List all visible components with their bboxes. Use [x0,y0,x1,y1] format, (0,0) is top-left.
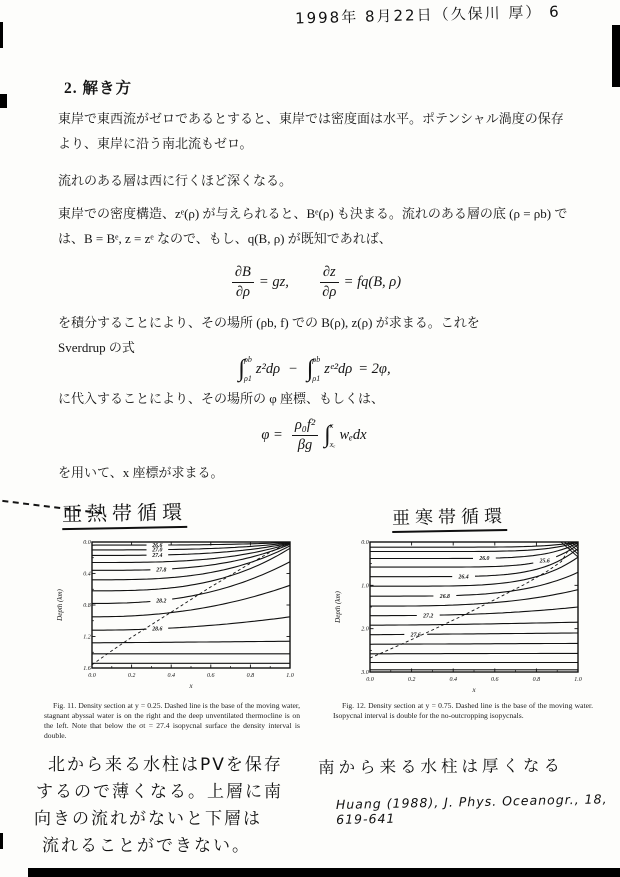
paragraph-5: に代入することにより、その場所の φ 座標、もしくは、 [58,391,385,406]
svg-text:26.4: 26.4 [458,574,469,581]
integrand: z²dρ [255,360,281,377]
svg-text:27.6: 27.6 [410,632,421,639]
lower-limit: ρ1 [243,374,252,383]
svg-text:27.0: 27.0 [152,547,163,554]
svg-text:0.8: 0.8 [83,603,91,609]
integrand: wₑdx [339,426,367,443]
svg-text:28.6: 28.6 [152,626,163,633]
fraction-numerator: ∂B [232,263,254,282]
svg-text:2.0: 2.0 [361,626,369,633]
svg-text:x: x [189,682,193,690]
svg-text:Depth (km): Depth (km) [334,591,342,623]
svg-text:0.0: 0.0 [366,677,374,683]
svg-text:x: x [472,686,476,694]
fraction-denominator: ∂ρ [322,283,337,300]
paragraph-2: 流れのある層は西に行くほど深くなる。 [58,173,293,188]
handwritten-note-line: 向きの流れがないと下層は [34,809,262,829]
integral-sign: ∫ [324,422,331,448]
fraction-rho0f2-betag [292,416,318,453]
svg-text:0.4: 0.4 [83,571,91,578]
svg-text:28.2: 28.2 [156,598,167,605]
minus-sign: − [288,360,298,377]
handwritten-note-line: するので薄くなる。上層に南 [36,782,283,802]
equation-rhs: = 2φ, [358,360,391,377]
section-title: 2. 解き方 [64,80,133,97]
svg-text:1.0: 1.0 [286,673,294,679]
handwritten-reference: Huang (1988), J. Phys. Oceanogr., 18, 619-641 [335,791,608,827]
handwritten-note-line: 北から来る水柱はPVを保存 [48,755,283,775]
scan-artifact-left-blob [0,94,7,108]
integrand: zᵉ²dρ [324,360,353,377]
fig12-caption: Fig. 12. Density section at y = 0.75. Dashed line is the base of the moving water. Isopycnal interval is double for the no-outcropping isopycnals. [333,701,593,721]
svg-text:1.2: 1.2 [83,634,91,641]
handwritten-note-left [36,752,283,860]
svg-text:0.2: 0.2 [407,677,416,683]
equation-term: = gz, [258,273,289,290]
fraction-numerator: ∂z [320,263,339,282]
svg-text:0.4: 0.4 [449,677,457,683]
gyre-label-subtropical: 亜熱帯循環 [62,496,188,530]
svg-text:27.2: 27.2 [423,613,434,620]
svg-text:1.0: 1.0 [361,583,369,590]
gyre-label-subpolar: 亜寒帯循環 [392,502,507,533]
integral-sign: ∫ [238,356,245,382]
equation-term: = fq(B, ρ) [343,273,402,290]
svg-text:0.0: 0.0 [361,540,369,546]
paragraph-6: を用いて、x 座標が求まる。 [58,465,224,480]
scan-artifact-left-dash [0,833,3,849]
svg-text:0.6: 0.6 [491,677,499,683]
fraction-denominator: ∂ρ [235,283,250,300]
upper-limit: ρb [312,355,321,364]
svg-text:0.8: 0.8 [532,677,541,683]
integral-limits [330,421,336,449]
svg-text:1.0: 1.0 [574,677,582,683]
equation-lhs: φ = [261,426,283,443]
svg-text:27.8: 27.8 [156,567,167,574]
svg-text:25.6: 25.6 [539,558,550,565]
equation-phi [58,412,570,458]
svg-text:26.8: 26.8 [439,593,450,600]
scan-artifact-left-strip [0,22,3,48]
svg-text:0.2: 0.2 [127,673,136,679]
paragraph-4-line1: を積分することにより、その場所 (ρb, f) での B(ρ), z(ρ) が求まる。これを [58,315,480,330]
svg-text:Depth (km): Depth (km) [56,589,64,621]
fraction-dz-drho [320,263,339,300]
fig11-caption: Fig. 11. Density section at y = 0.25. Dashed line is the base of the moving water, stagnant abyssal water is on the right and the deep unventilated thermocline is on the left. Note that below the σt = 27.4 isopycnal surface the density interval is double. [44,701,300,741]
paragraph-4-line2: Sverdrup の式 [58,340,135,355]
svg-text:1.6: 1.6 [83,666,91,672]
handwritten-note-line: 流れることができない。 [42,836,251,856]
equation-characteristics [58,260,570,304]
upper-limit: x [329,421,334,430]
handwritten-date-note: 1998年 8月22日（久保川 厚） 6 [294,2,561,28]
svg-text:0.0: 0.0 [88,673,96,679]
integral-2 [307,355,323,383]
svg-text:26.6: 26.6 [152,543,163,550]
integral-sign: ∫ [306,356,314,382]
lower-limit: xₑ [329,440,336,449]
integral-limits [244,355,252,383]
fraction-denominator: βg [297,436,313,453]
integral-limits [312,355,320,383]
svg-text:0.6: 0.6 [207,673,215,679]
scan-artifact-right-bar [612,25,620,87]
paragraph-1: 東岸で東西流がゼロであるとすると、東岸では密度面は水平。ポテンシャル渦度の保存より、東岸に沿う南北流もゼロ。 [58,111,564,152]
fraction-dB-drho [232,263,254,300]
svg-text:0.8: 0.8 [246,673,255,679]
lower-limit: ρ1 [312,374,321,383]
equation-sverdrup [58,352,570,386]
fig12-density-section-plot [330,536,590,704]
svg-text:0.4: 0.4 [167,673,175,679]
fraction-numerator: ρ₀f² [292,416,318,435]
upper-limit: ρb [243,355,252,364]
svg-text:3.0: 3.0 [361,670,369,676]
integral-1 [238,355,254,383]
svg-text:26.0: 26.0 [479,556,490,563]
svg-text:0.0: 0.0 [83,540,91,546]
fig11-density-section-plot [36,536,308,704]
integral-3 [324,421,338,449]
svg-text:27.4: 27.4 [152,553,163,560]
scan-artifact-bottom-bar [28,868,620,877]
paragraph-3: 東岸での密度構造、zᵉ(ρ) が与えられると、Bᵉ(ρ) も決まる。流れのある層の底 (ρ = ρb) では、B = Bᵉ, z = zᵉ なので、もし、q(B, ρ) が既知であれば、 [58,206,568,247]
handwritten-note-right: 南から来る水柱は厚くなる [317,755,565,778]
